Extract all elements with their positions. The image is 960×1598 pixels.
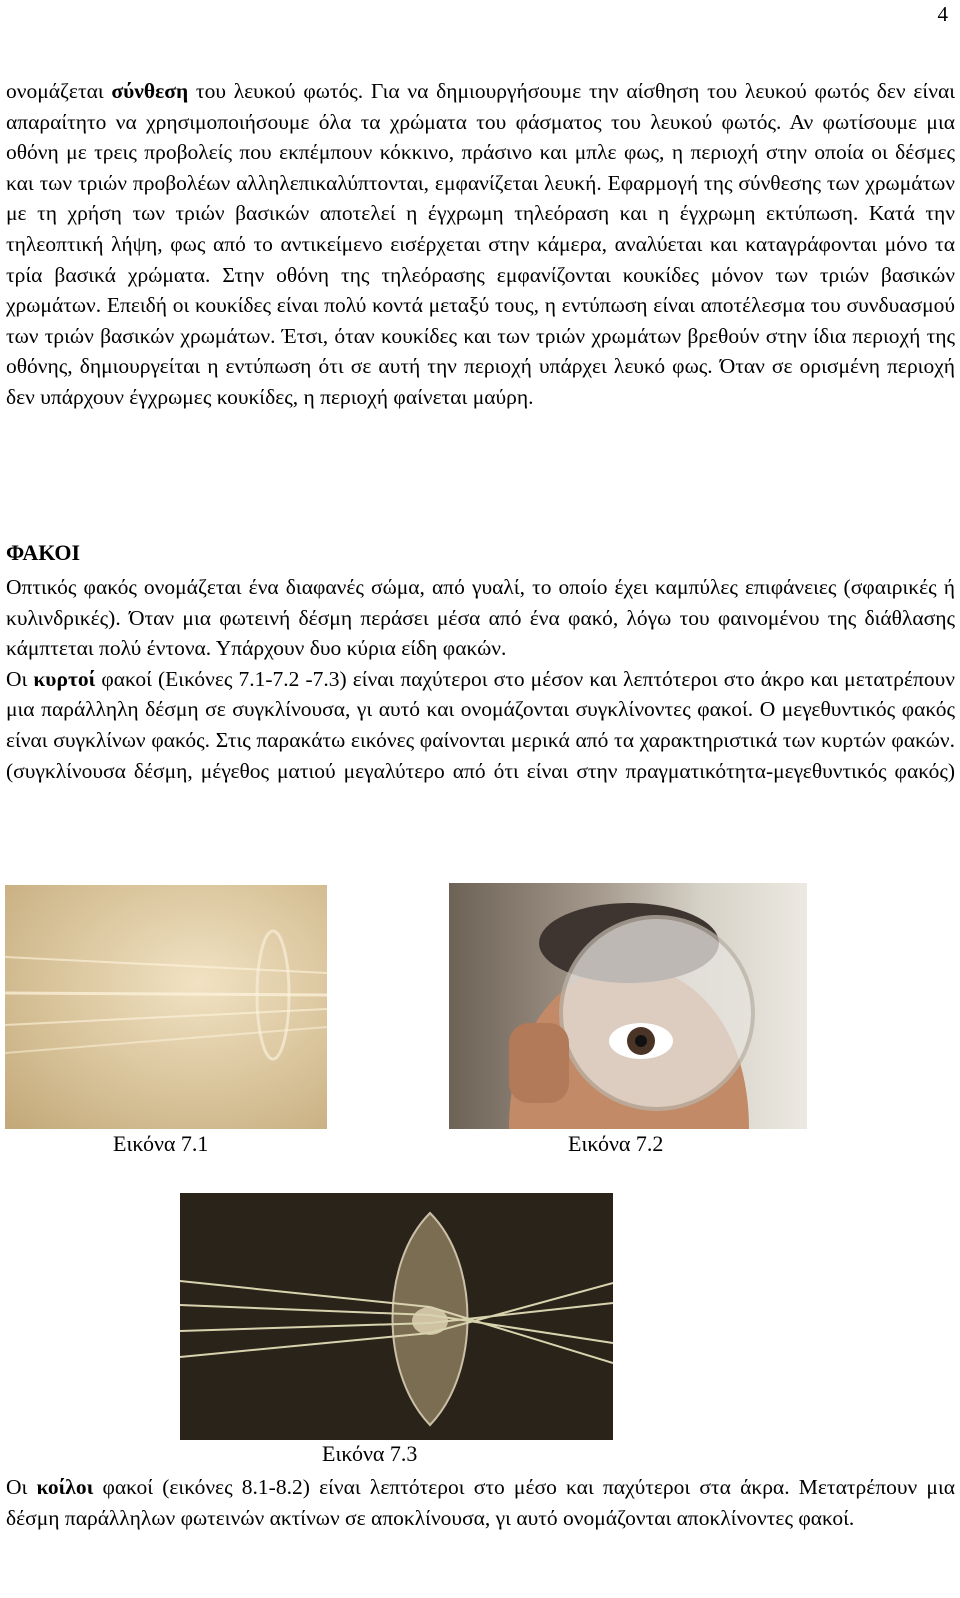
- lens-converging-beams-photo: [180, 1193, 613, 1440]
- intro-text-start: ονομάζεται: [6, 79, 112, 103]
- intro-text-rest: του λευκού φωτός. Για να δημιουργήσουμε την αίσθηση του λευκού φωτός δεν είναι απαραίτητο να χρησιμοποιήσουμε όλα τα χρώματα του φάσματος του λευκού φωτός. Αν φωτίσουμε μια οθόνη με τρεις προβολείς που εκπέμπουν κόκκινο, πράσινο και μπλε φως, η περιοχή στην οποία οι δέσμες και των τριών προβολέων αλληλεπικαλύπτονται, εμφανίζεται λευκή. Εφαρμογή της σύνθεσης των χρωμάτων με τη χρήση των τριών βασικών αποτελεί η έγχρωμη τηλεόραση και η έγχρωμη εκτύπωση. Κατά την τηλεοπτική λήψη, φως από το αντικείμενο εισέρχεται στην κάμερα, αναλύεται και καταγράφονται μόνο τα τρία βασικά χρώματα. Στην οθόνη της τηλεόρασης εμφανίζονται κουκίδες μόνον των τριών βασικών χρωμάτων. Επειδή οι κουκίδες είναι πολύ κοντά μεταξύ τους, η εντύπωση είναι αποτέλεσμα του συνδυασμού των τριών βασικών χρωμάτων. Έτσι, όταν κουκίδες και των τριών χρωμάτων βρεθούν στην ίδια περιοχή της οθόνης, δημιουργείται η εντύπωση ότι σε αυτή την περιοχή υπάρχει λευκό φως. Όταν σε ορισμένη περιοχή δεν υπάρχουν έγχρωμες κουκίδες, η περιοχή φαίνεται μαύρη.: [6, 79, 955, 409]
- term-convex: κυρτοί: [33, 666, 96, 691]
- page-number: 4: [937, 2, 948, 26]
- convex-text-rest: φακοί (Εικόνες 7.1-7.2 -7.3) είναι παχύτεροι στο μέσον και λεπτότεροι στο άκρο και μετατρέπουν μια παράλληλη δέσμη σε συγκλίνουσα, γι αυτό και ονομάζονται συγκλίνοντες φακοί. Ο μεγεθυντικός φακός είναι συγκλίνων φακός. Στις παρακάτω εικόνες φαίνονται μερικά από τα χαρακτηριστικά των κυρτών φακών. (συγκλίνουσα δέσμη, μέγεθος ματιού μεγαλύτερο από ότι είναι στην πραγματικότητα-μεγεθυντικός φακός): [6, 666, 956, 783]
- section-heading-lenses: ΦΑΚΟΙ: [6, 540, 81, 565]
- convex-lens-beams-photo: [5, 885, 327, 1129]
- convex-lens-paragraph: [6, 664, 955, 786]
- concave-text-rest: φακοί (εικόνες 8.1-8.2) είναι λεπτότεροι στο μέσο και παχύτεροι στα άκρα. Μετατρέπουν μια δέσμη παράλληλων φωτεινών ακτίνων σε αποκλίνουσα, γι αυτό ονομάζονται αποκλίνοντες φακοί.: [6, 1475, 955, 1530]
- concave-lens-paragraph: [6, 1472, 955, 1533]
- lens-definition-paragraph: Οπτικός φακός ονομάζεται ένα διαφανές σώμα, από γυαλί, το οποίο έχει καμπύλες επιφάνειες (σφαιρικές ή κυλινδρικές). Όταν μια φωτεινή δέσμη περάσει μέσα από ένα φακό, λόγω του φαινομένου της διάθλασης κάμπτεται πολύ έντονα. Υπάρχουν δυο κύρια είδη φακών.: [6, 575, 955, 661]
- term-synthesis: σύνθεση: [111, 79, 189, 103]
- figure-7-2-caption: Εικόνα 7.2: [568, 1131, 664, 1156]
- intro-paragraph: [6, 76, 955, 413]
- term-concave: κοίλοι: [36, 1475, 94, 1499]
- lenses-text: [6, 572, 955, 786]
- figure-7-3-image: [180, 1193, 613, 1440]
- concave-text-start: Οι: [6, 1475, 37, 1499]
- figure-7-1-caption: Εικόνα 7.1: [113, 1131, 209, 1156]
- convex-text-start: Οι: [6, 666, 34, 691]
- figure-7-2-image: [449, 883, 807, 1129]
- magnifier-eye-photo: [449, 883, 807, 1129]
- figure-7-3-caption: Εικόνα 7.3: [322, 1441, 418, 1466]
- figure-7-1-image: [5, 885, 327, 1129]
